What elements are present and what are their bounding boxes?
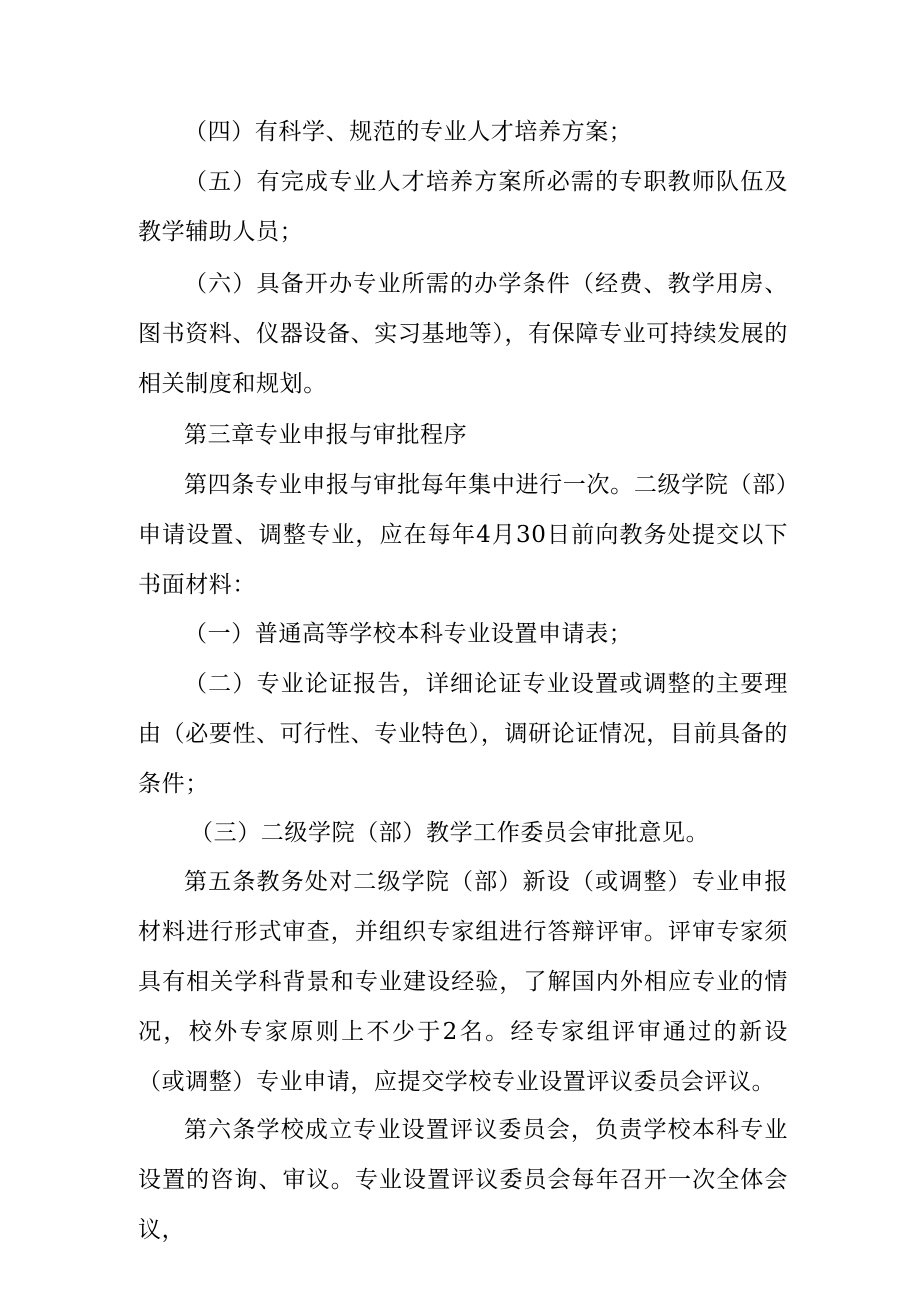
paragraph-item-6: （六）具备开办专业所需的办学条件（经费、教学用房、图书资料、仪器设备、实习基地等），有保障专业可持续发展的相关制度和规划。 [138,271,788,397]
material-item-2: （二）专业论证报告，详细论证专业设置或调整的主要理由（必要性、可行性、专业特色），调研论证情况，目前具备的条件； [138,671,788,797]
material-item-3: （三）二级学院（部）教学工作委员会审批意见。 [190,820,710,846]
material-item-1: （一）普通高等学校本科专业设置申请表； [184,621,633,647]
article-5: 第五条教务处对二级学院（部）新设（或调整）专业申报材料进行形式审查，并组织专家组进行答辩评审。评审专家须具有相关学科背景和专业建设经验，了解国内外相应专业的情况，校外专家原则上不少于2名。经专家组评审通过的新设（或调整）专业申请，应提交学校专业设置评议委员会评议。 [138,869,788,1095]
paragraph-item-4: （四）有科学、规范的专业人才培养方案； [184,119,633,145]
article-4: 第四条专业申报与审批每年集中进行一次。二级学院（部）申请设置、调整专业，应在每年4月30日前向教务处提交以下书面材料： [138,472,788,598]
paragraph-item-5: （五）有完成专业人才培养方案所必需的专职教师队伍及教学辅助人员； [138,169,788,245]
chapter-heading: 第三章专业申报与审批程序 [184,422,468,448]
article-6: 第六条学校成立专业设置评议委员会，负责学校本科专业设置的咨询、审议。专业设置评议委员会每年召开一次全体会议， [138,1117,788,1243]
